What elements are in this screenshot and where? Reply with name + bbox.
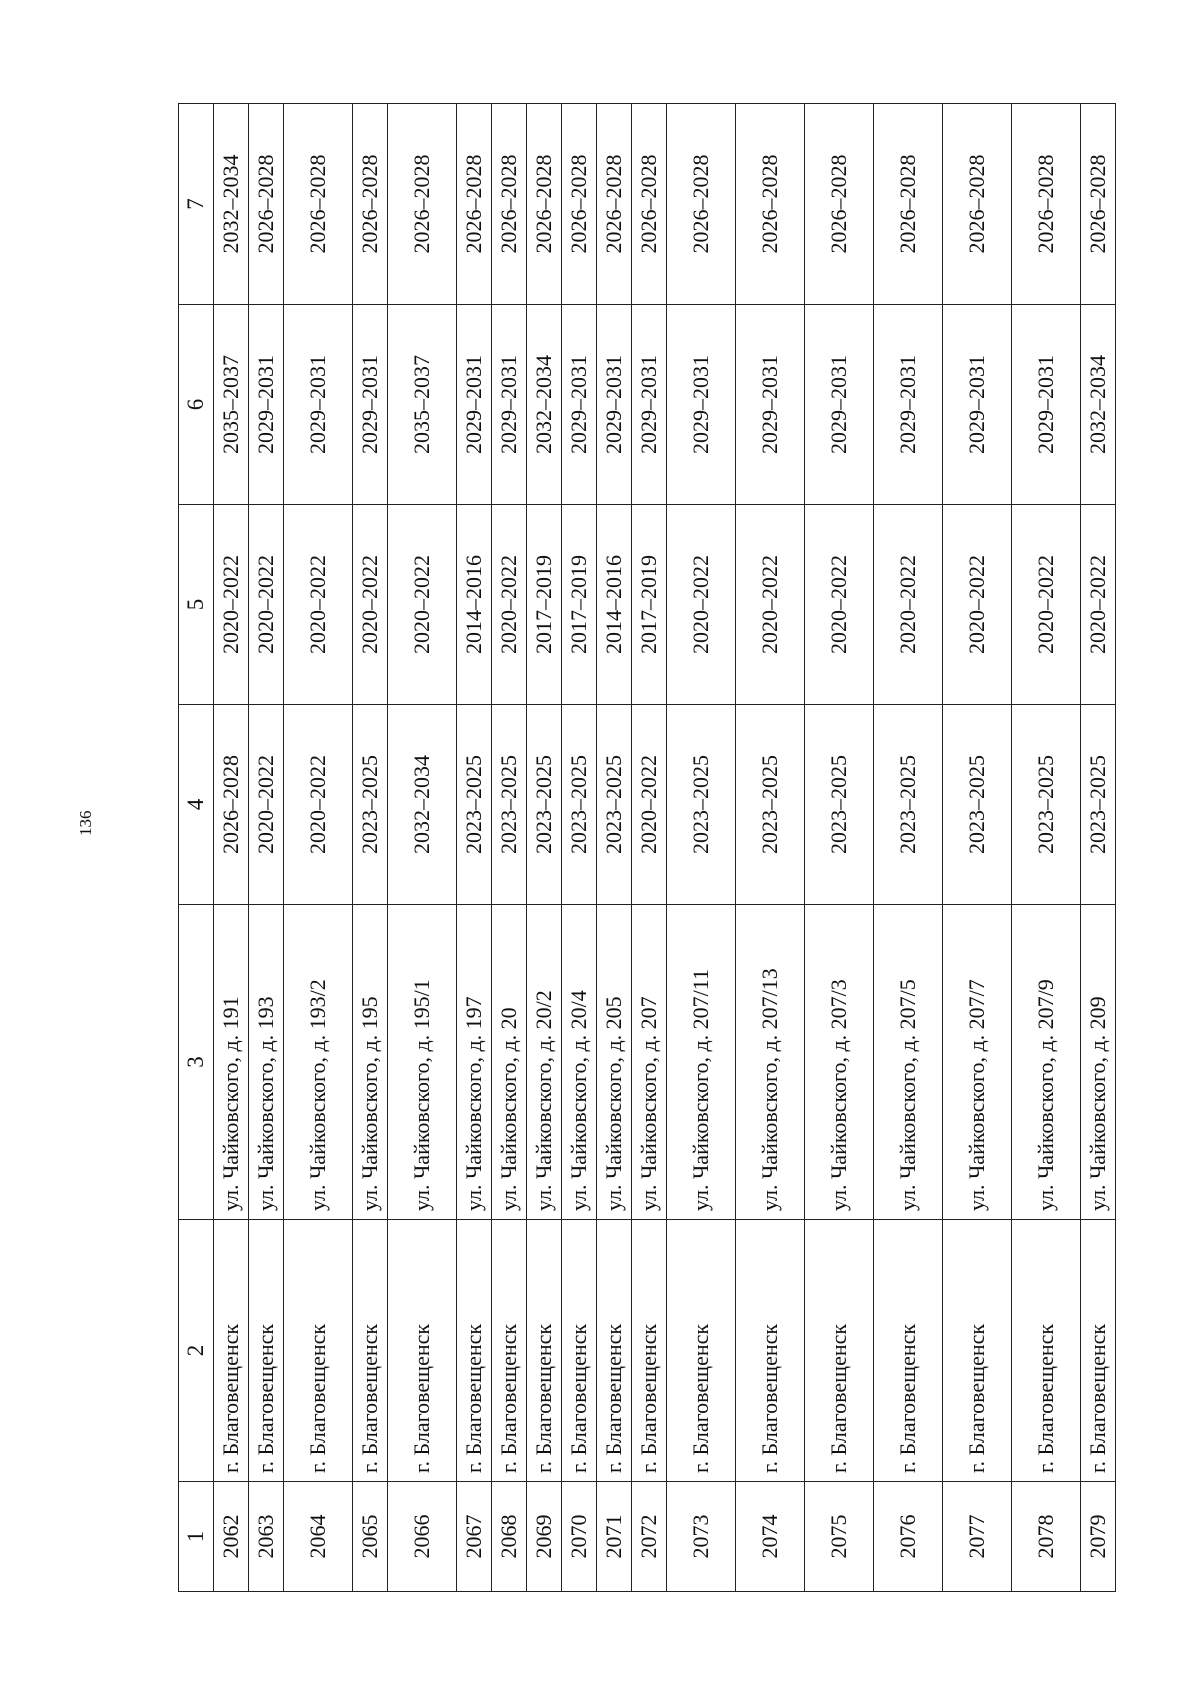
table-cell-c5: 2020–2022 (1012, 505, 1081, 705)
table-cell-c7: 2026–2028 (736, 104, 805, 305)
table-cell-num: 2063 (249, 1482, 284, 1592)
table-row (457, 104, 492, 1592)
table-row (667, 104, 736, 1592)
table-cell-addr: ул. Чайковского, д. 20/2 (527, 905, 562, 1220)
table-row (527, 104, 562, 1592)
table-row (1012, 104, 1081, 1592)
table-row (492, 104, 527, 1592)
table-cell-c6: 2029–2031 (943, 305, 1012, 505)
table-cell-addr: ул. Чайковского, д. 193 (249, 905, 284, 1220)
table-cell-num: 2071 (597, 1482, 632, 1592)
table-cell-city: г. Благовещенск (249, 1220, 284, 1482)
table-cell-city: г. Благовещенск (1012, 1220, 1081, 1482)
table-cell-c7: 2026–2028 (1012, 104, 1081, 305)
header-row (179, 104, 214, 1592)
table-cell-num: 2074 (736, 1482, 805, 1592)
table-cell-c4: 2023–2025 (527, 705, 562, 905)
table-cell-num: 2072 (632, 1482, 667, 1592)
table-cell-c4: 2023–2025 (943, 705, 1012, 905)
table-cell-city: г. Благовещенск (874, 1220, 943, 1482)
table-cell-num: 2075 (805, 1482, 874, 1592)
table-cell-num: 2062 (214, 1482, 249, 1592)
header-cell: 6 (179, 305, 214, 505)
table-row (353, 104, 388, 1592)
table-cell-city: г. Благовещенск (632, 1220, 667, 1482)
table-cell-c6: 2029–2031 (284, 305, 353, 505)
table-cell-addr: ул. Чайковского, д. 207/11 (667, 905, 736, 1220)
table-cell-c7: 2026–2028 (667, 104, 736, 305)
table-cell-city: г. Благовещенск (943, 1220, 1012, 1482)
table-cell-c5: 2020–2022 (874, 505, 943, 705)
header-cell: 3 (179, 905, 214, 1220)
table-cell-city: г. Благовещенск (805, 1220, 874, 1482)
table-cell-c6: 2029–2031 (667, 305, 736, 505)
table-cell-city: г. Благовещенск (457, 1220, 492, 1482)
table-row (632, 104, 667, 1592)
table-cell-c6: 2029–2031 (632, 305, 667, 505)
table-cell-c6: 2032–2034 (527, 305, 562, 505)
table-cell-addr: ул. Чайковского, д. 20 (492, 905, 527, 1220)
table-cell-addr: ул. Чайковского, д. 195 (353, 905, 388, 1220)
table-cell-c4: 2023–2025 (1012, 705, 1081, 905)
table-cell-c4: 2020–2022 (284, 705, 353, 905)
table-cell-num: 2079 (1081, 1482, 1116, 1592)
header-cell: 5 (179, 505, 214, 705)
page-number: 136 (76, 810, 95, 836)
table-cell-c6: 2029–2031 (1012, 305, 1081, 505)
table-cell-city: г. Благовещенск (388, 1220, 457, 1482)
table-cell-city: г. Благовещенск (214, 1220, 249, 1482)
table-cell-c5: 2017–2019 (632, 505, 667, 705)
table-cell-c5: 2020–2022 (667, 505, 736, 705)
table-cell-c7: 2026–2028 (597, 104, 632, 305)
header-cell: 1 (179, 1482, 214, 1592)
schedule-table (178, 103, 1116, 1592)
table-cell-c7: 2026–2028 (943, 104, 1012, 305)
table-cell-city: г. Благовещенск (1081, 1220, 1116, 1482)
table-cell-c7: 2026–2028 (632, 104, 667, 305)
table-cell-addr: ул. Чайковского, д. 209 (1081, 905, 1116, 1220)
table-cell-c6: 2029–2031 (249, 305, 284, 505)
table-cell-c6: 2029–2031 (805, 305, 874, 505)
table-cell-c6: 2035–2037 (388, 305, 457, 505)
table-cell-addr: ул. Чайковского, д. 195/1 (388, 905, 457, 1220)
table-cell-city: г. Благовещенск (284, 1220, 353, 1482)
table-cell-addr: ул. Чайковского, д. 197 (457, 905, 492, 1220)
table-cell-c5: 2020–2022 (249, 505, 284, 705)
table-cell-addr: ул. Чайковского, д. 20/4 (562, 905, 597, 1220)
table-cell-c4: 2032–2034 (388, 705, 457, 905)
table-cell-c7: 2026–2028 (388, 104, 457, 305)
table-cell-num: 2068 (492, 1482, 527, 1592)
table-cell-city: г. Благовещенск (736, 1220, 805, 1482)
table-cell-c5: 2020–2022 (353, 505, 388, 705)
table-cell-c7: 2026–2028 (562, 104, 597, 305)
table-cell-c6: 2029–2031 (562, 305, 597, 505)
table-row (597, 104, 632, 1592)
table-cell-c6: 2029–2031 (874, 305, 943, 505)
table-cell-c6: 2029–2031 (457, 305, 492, 505)
table-row (736, 104, 805, 1592)
table-cell-c7: 2026–2028 (353, 104, 388, 305)
table-cell-addr: ул. Чайковского, д. 207/5 (874, 905, 943, 1220)
table-cell-c7: 2026–2028 (874, 104, 943, 305)
table-cell-num: 2067 (457, 1482, 492, 1592)
table-cell-c6: 2035–2037 (214, 305, 249, 505)
table-cell-c4: 2023–2025 (562, 705, 597, 905)
table-row (284, 104, 353, 1592)
table-cell-c7: 2026–2028 (1081, 104, 1116, 305)
table-cell-c4: 2023–2025 (874, 705, 943, 905)
table-cell-city: г. Благовещенск (667, 1220, 736, 1482)
table-cell-c4: 2023–2025 (597, 705, 632, 905)
table-cell-addr: ул. Чайковского, д. 207 (632, 905, 667, 1220)
header-cell: 7 (179, 104, 214, 305)
header-cell: 4 (179, 705, 214, 905)
table-cell-city: г. Благовещенск (353, 1220, 388, 1482)
table-cell-c5: 2014–2016 (597, 505, 632, 705)
table-cell-c5: 2020–2022 (214, 505, 249, 705)
table-row (805, 104, 874, 1592)
table-cell-c4: 2023–2025 (805, 705, 874, 905)
table-cell-addr: ул. Чайковского, д. 207/7 (943, 905, 1012, 1220)
table-cell-addr: ул. Чайковского, д. 207/13 (736, 905, 805, 1220)
table-cell-city: г. Благовещенск (562, 1220, 597, 1482)
table-cell-addr: ул. Чайковского, д. 193/2 (284, 905, 353, 1220)
table-cell-c7: 2026–2028 (284, 104, 353, 305)
table-cell-c4: 2026–2028 (214, 705, 249, 905)
table-cell-city: г. Благовещенск (527, 1220, 562, 1482)
table-cell-city: г. Благовещенск (492, 1220, 527, 1482)
table-cell-num: 2070 (562, 1482, 597, 1592)
table-cell-num: 2065 (353, 1482, 388, 1592)
table-cell-c6: 2029–2031 (492, 305, 527, 505)
table-cell-c5: 2014–2016 (457, 505, 492, 705)
table-cell-num: 2069 (527, 1482, 562, 1592)
table-cell-c7: 2026–2028 (249, 104, 284, 305)
table-cell-num: 2073 (667, 1482, 736, 1592)
table-cell-c5: 2017–2019 (562, 505, 597, 705)
table-cell-c6: 2029–2031 (597, 305, 632, 505)
table-row (214, 104, 249, 1592)
table-cell-c7: 2026–2028 (492, 104, 527, 305)
table-cell-num: 2066 (388, 1482, 457, 1592)
table-cell-c5: 2020–2022 (943, 505, 1012, 705)
header-cell: 2 (179, 1220, 214, 1482)
table-cell-city: г. Благовещенск (597, 1220, 632, 1482)
table-cell-c5: 2020–2022 (736, 505, 805, 705)
table-cell-num: 2064 (284, 1482, 353, 1592)
table-cell-num: 2076 (874, 1482, 943, 1592)
table-row (388, 104, 457, 1592)
table-cell-addr: ул. Чайковского, д. 207/9 (1012, 905, 1081, 1220)
table-cell-c4: 2020–2022 (632, 705, 667, 905)
table-cell-c5: 2020–2022 (492, 505, 527, 705)
table-cell-c5: 2020–2022 (284, 505, 353, 705)
table-body (214, 104, 1116, 1592)
table-cell-addr: ул. Чайковского, д. 205 (597, 905, 632, 1220)
table-row (249, 104, 284, 1592)
table-row (874, 104, 943, 1592)
table-cell-c7: 2026–2028 (805, 104, 874, 305)
table-cell-c5: 2017–2019 (527, 505, 562, 705)
table-row (1081, 104, 1116, 1592)
table-cell-c7: 2026–2028 (527, 104, 562, 305)
table-cell-c7: 2026–2028 (457, 104, 492, 305)
table-cell-c4: 2020–2022 (249, 705, 284, 905)
table-cell-c4: 2023–2025 (736, 705, 805, 905)
table-cell-c4: 2023–2025 (667, 705, 736, 905)
table-cell-addr: ул. Чайковского, д. 207/3 (805, 905, 874, 1220)
table-cell-c6: 2029–2031 (353, 305, 388, 505)
table-cell-num: 2078 (1012, 1482, 1081, 1592)
table-cell-c6: 2032–2034 (1081, 305, 1116, 505)
table-cell-c7: 2032–2034 (214, 104, 249, 305)
table-cell-c4: 2023–2025 (353, 705, 388, 905)
table-cell-num: 2077 (943, 1482, 1012, 1592)
rotated-table-wrapper (178, 104, 1111, 1592)
table-row (562, 104, 597, 1592)
table-cell-addr: ул. Чайковского, д. 191 (214, 905, 249, 1220)
table-cell-c5: 2020–2022 (388, 505, 457, 705)
table-cell-c4: 2023–2025 (457, 705, 492, 905)
table-cell-c4: 2023–2025 (492, 705, 527, 905)
table-cell-c5: 2020–2022 (805, 505, 874, 705)
table-cell-c4: 2023–2025 (1081, 705, 1116, 905)
table-row (943, 104, 1012, 1592)
table-cell-c6: 2029–2031 (736, 305, 805, 505)
table-cell-c5: 2020–2022 (1081, 505, 1116, 705)
